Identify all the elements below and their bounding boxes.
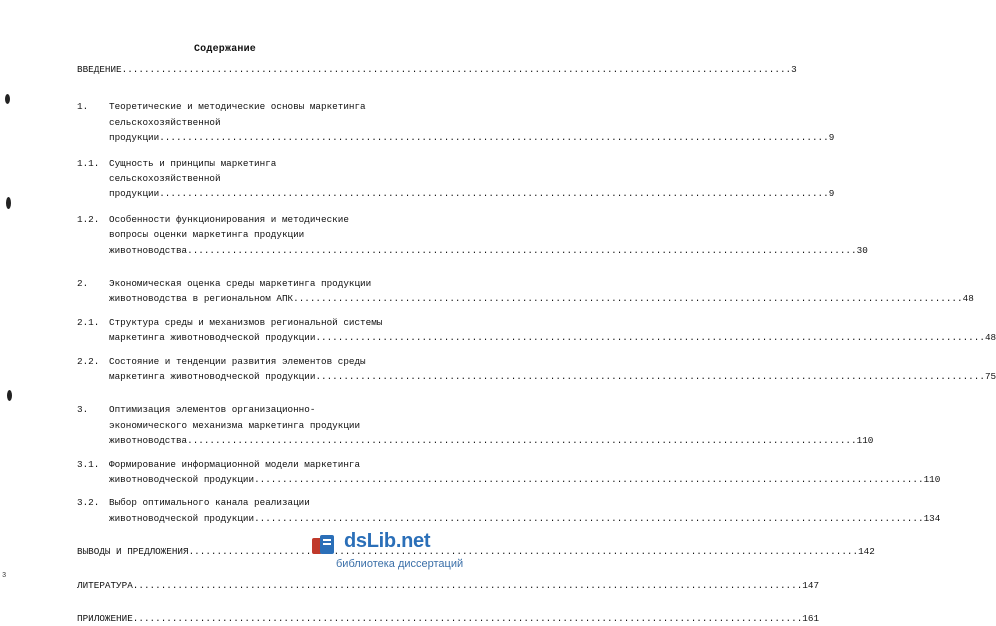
toc-entry-page: 30 <box>856 244 868 256</box>
toc-entry-page: 161 <box>802 613 820 624</box>
toc-entry-page: 75 <box>984 371 996 382</box>
watermark <box>310 530 464 576</box>
toc-entry-line: Структура среды и механизмов региональной системы <box>109 316 383 328</box>
toc-leader-dots <box>293 291 963 306</box>
toc-entry-number: 2.1. <box>77 316 100 328</box>
toc-entry-label: ПРИЛОЖЕНИЕ <box>77 613 133 624</box>
toc-leader-dots <box>133 578 803 593</box>
binding-mark <box>6 197 11 209</box>
toc-entry-label: ЛИТЕРАТУРА <box>77 579 133 591</box>
toc-leader-dots <box>187 433 857 448</box>
toc-entry-page: 147 <box>802 579 820 591</box>
binding-mark <box>7 390 12 401</box>
toc-leader-dots <box>159 130 829 145</box>
toc-entry-page: 9 <box>828 188 835 200</box>
toc-entry-number: 2.2. <box>77 355 100 367</box>
toc-leader-dots <box>133 611 803 626</box>
toc-entry-label: животноводства в региональном АПК <box>109 293 294 305</box>
toc-entry-label: продукции <box>109 132 160 144</box>
toc-entry-page: 142 <box>858 546 875 558</box>
watermark-subtitle: библиотека диссертаций <box>336 558 464 570</box>
toc-leader-dots <box>315 330 985 345</box>
toc-leader-dots <box>159 186 829 201</box>
toc-entry-line: вопросы оценки маркетинга продукции <box>109 229 305 241</box>
toc-entry-page: 110 <box>856 435 874 447</box>
toc-entry-page: 3 <box>791 64 797 75</box>
toc-entry-label: маркетинга животноводческой продукции <box>109 332 316 344</box>
toc-entry-label: животноводческой продукции <box>109 474 255 485</box>
page-number: 3 <box>2 572 7 580</box>
watermark-name: dsLib.net <box>344 530 431 552</box>
toc-entry-number: 2. <box>77 278 89 289</box>
toc-entry-line: Сущность и принципы маркетинга <box>109 157 277 169</box>
toc-entry-label: животноводства <box>109 435 188 447</box>
toc-entry-page: 48 <box>962 293 974 305</box>
toc-entry-page: 134 <box>923 512 941 524</box>
toc-entry-label: продукции <box>109 188 160 200</box>
toc-entry-number: 3.1. <box>77 458 100 470</box>
dslib-logo-icon <box>310 532 338 560</box>
toc-entry-line: Теоретические и методические основы маркетинга <box>109 101 366 113</box>
binding-mark <box>5 94 10 104</box>
toc-entry-number: 3.2. <box>77 497 100 509</box>
toc-leader-dots <box>122 62 792 77</box>
toc-entry-label: животноводства <box>109 244 188 256</box>
toc-leader-dots <box>189 544 859 559</box>
toc-entry-number: 1. <box>77 101 89 113</box>
toc-entry-line: Особенности функционирования и методические <box>109 213 349 225</box>
toc-entry-line: сельскохозяйственной <box>109 116 221 128</box>
toc-entry-line: Выбор оптимального канала реализации <box>109 497 310 509</box>
toc-entry-line: экономического механизма маркетинга продукции <box>109 419 361 431</box>
toc-entry-number: 3. <box>77 404 89 416</box>
toc-entry-line: сельскохозяйственной <box>109 173 221 184</box>
toc-entry-page: 48 <box>984 332 996 344</box>
toc-entry-label: маркетинга животноводческой продукции <box>109 371 316 382</box>
toc-entry-page: 9 <box>828 132 835 144</box>
toc-leader-dots <box>254 511 924 526</box>
toc-entry-line: Оптимизация элементов организационно- <box>109 404 316 416</box>
toc-entry-number: 1.1. <box>77 157 100 169</box>
toc-leader-dots <box>187 243 857 258</box>
toc-entry-line: Экономическая оценка среды маркетинга продукции <box>109 278 372 289</box>
toc-title: Содержание <box>193 44 256 55</box>
toc-entry-label: животноводческой продукции <box>109 512 255 524</box>
toc-entry-label: ВЫВОДЫ И ПРЕДЛОЖЕНИЯ <box>77 546 189 558</box>
toc-leader-dots <box>254 472 924 487</box>
toc-entry-number: 1.2. <box>77 213 100 225</box>
toc-entry-page: 110 <box>923 474 941 485</box>
toc-leader-dots <box>315 369 985 384</box>
toc-entry-line: Состояние и тенденции развития элементов среды <box>109 355 366 367</box>
toc-entry-line: Формирование информационной модели маркетинга <box>109 458 361 470</box>
toc-entry-label: ВВЕДЕНИЕ <box>77 64 122 75</box>
